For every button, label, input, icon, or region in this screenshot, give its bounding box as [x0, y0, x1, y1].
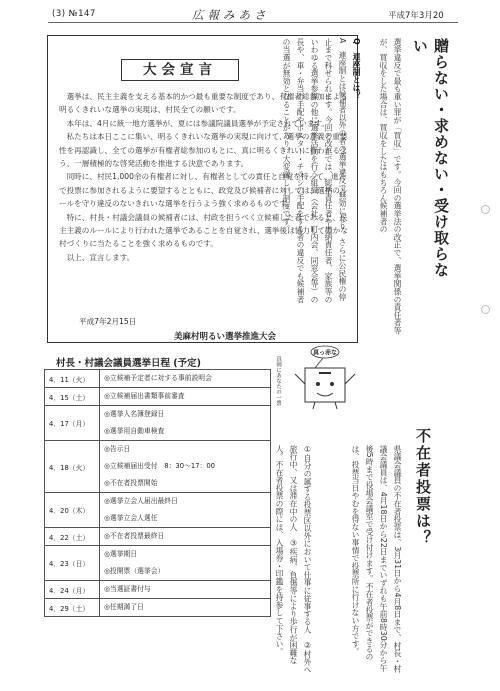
- schedule-events: [100, 441, 271, 493]
- schedule-date: 4．24（月）: [45, 581, 100, 599]
- schedule-row: [45, 388, 271, 406]
- declaration-paragraph: 特に、村長・村議会議員の候補者には、村政を担うべく立候補した者であると、民主主義のルールにより行われた選挙であることを自覚され、選挙後は協力して豊かな村づくりに当たることを強く求めるものです。: [59, 212, 348, 249]
- schedule-event: ◎立候補予定者に対する事前説明会: [104, 374, 212, 382]
- schedule-row: [45, 441, 271, 493]
- schedule-event: ◎選挙期日: [104, 550, 138, 558]
- schedule-date: 4．17（月）: [45, 406, 100, 441]
- newsletter-title: 広報みあさ: [192, 8, 270, 22]
- schedule-row: [45, 370, 271, 388]
- schedule-event: ◎不在者投票最終日: [104, 532, 165, 540]
- article-text: 県議会議員の不在者投票は、3月31日から4月8日まで、村長・村議会議員は、4月18日から22日までいずれも午前8時30分から午後5時まで役場会議室で受け付けます。不在者投票ができるのは、投票当日やむを得ない事情で投票所に行けない方です。: [351, 445, 402, 673]
- schedule-row: [45, 528, 271, 546]
- schedule-event: ◎投開票（選挙会）: [104, 567, 165, 575]
- declaration-paragraph: 本年は、4月に統一地方選挙が、夏には参議院議員選挙が予定されています。: [66, 118, 330, 128]
- schedule-event: ◎選挙用自動車検査: [104, 427, 165, 435]
- schedule-events: [100, 493, 271, 528]
- ballot-box-illustration: [275, 344, 360, 410]
- declaration-paragraph: 同時に、村民1,000余の有権者に対し、有権者としての責任と自覚を持って、進んで投票に参加されるように要望するとともに、政党及び候補者に対しては、選挙のルールを守り違反のないきれいな選挙を行うよう強く求めるものです。: [59, 172, 348, 209]
- declaration-title: 大会宣言: [121, 59, 239, 81]
- qa-answer: A 連座制とは候補者以外の者の選挙違反で無効になり、さらに公民権の停止まで科せられます。今回の改正では、総括責任者や出納責任者、家族等のいわゆる選挙参謀の他に選挙活動を行う組織（会社、町内会、同窓会等）の長や、車・弁当の手配やポスター・チラシの手配をする者の違反でも候補者の当選が無効となることがあり、大変厳しい制度です。: [282, 38, 347, 304]
- issue-date: 平成7年3月20: [388, 11, 444, 21]
- article-column: [366, 38, 404, 348]
- schedule-events: [100, 599, 271, 617]
- schedule-events: [100, 388, 271, 406]
- schedule-event: ◎立候補届出受付 8：30～17：00: [104, 462, 215, 470]
- declaration-date: 平成7年2月15日: [79, 317, 137, 326]
- article-headline: 贈らない・求めない・受け取らない: [411, 38, 450, 278]
- article-column: [318, 445, 404, 675]
- schedule-table: [44, 369, 271, 617]
- punch-hole: [481, 205, 490, 214]
- qa-question: Q 連座制とは？: [352, 38, 361, 100]
- schedule-row: [45, 599, 271, 617]
- punch-hole: [481, 305, 490, 314]
- schedule-row: [45, 581, 271, 599]
- schedule-date: 4．23（日）: [45, 546, 100, 581]
- declaration-paragraph: 私たちは本日ここに集い、明るくきれいな選挙の実現に向けて、選挙の意義と重要性を再認識し、全ての選挙が有権者総参加のもとに、真に明るくきれいに行われるよう、一層積極的な啓発活動を推進する決意であります。: [59, 132, 348, 169]
- schedule-date: 4．29（土）: [45, 599, 100, 617]
- illustration-caption: 真剣にあなたの一票: [275, 356, 281, 406]
- schedule-date: 4．15（土）: [45, 388, 100, 406]
- schedule-row: [45, 546, 271, 581]
- declaration-paragraph: 以上、宣言します。: [66, 252, 135, 262]
- page-number: (3) №147: [52, 9, 96, 19]
- illustration-label: 真っ赤な: [312, 349, 338, 357]
- article-text: ①自分の属する投票区以外において仕事に従事する人 ②村外へ旅行中、又は滞在中の人 ③疾病、負傷等により歩行が困難な人。不在者投票の際には、入場券・印鑑を持参して下さい。: [275, 445, 312, 674]
- schedule-events: [100, 581, 271, 599]
- article-headline: 不在者投票は？: [414, 428, 432, 547]
- header-rule: [48, 22, 458, 23]
- article-column: [277, 38, 363, 308]
- schedule-event: ◎不在者投票開始: [104, 479, 158, 487]
- schedule-event: ◎任期満了日: [104, 603, 144, 611]
- declaration-paragraph: 選挙は、民主主義を支える基本的かつ最も重要な制度であり、有権者総参加による明るくきれいな選挙の実現は、村民全ての願いです。: [59, 92, 348, 115]
- schedule-date: 4．20（木）: [45, 493, 100, 528]
- schedule-date: 4．18（火）: [45, 441, 100, 493]
- article-column: [268, 445, 314, 675]
- declaration-organization: 美麻村明るい選挙推進大会: [174, 332, 277, 342]
- schedule-date: 4．11（火）: [45, 370, 100, 388]
- schedule-events: [100, 406, 271, 441]
- schedule-event: ◎立候補届出書類事前審査: [104, 392, 185, 400]
- schedule-event: ◎選挙立会人届出最終日: [104, 497, 178, 505]
- schedule-event: ◎選挙立会人選任: [104, 514, 158, 522]
- article-text: 選挙違反で最も重い罪が「買収」です。今回の選挙法の改正で、選挙関係の責任者等が、買収をした場合は、買収をしたはもちろん候補者の: [379, 38, 402, 335]
- schedule-events: [100, 528, 271, 546]
- schedule-date: 4．22（土）: [45, 528, 100, 546]
- schedule-events: [100, 546, 271, 581]
- schedule-event: ◎当選証書付与: [104, 585, 151, 593]
- schedule-title: 村長・村議会議員選挙日程 (予定): [56, 358, 201, 369]
- schedule-row: [45, 406, 271, 441]
- schedule-events: [100, 370, 271, 388]
- schedule-event: ◎告示日: [104, 445, 131, 453]
- schedule-row: [45, 493, 271, 528]
- schedule-event: ◎選挙人名簿登録日: [104, 410, 165, 418]
